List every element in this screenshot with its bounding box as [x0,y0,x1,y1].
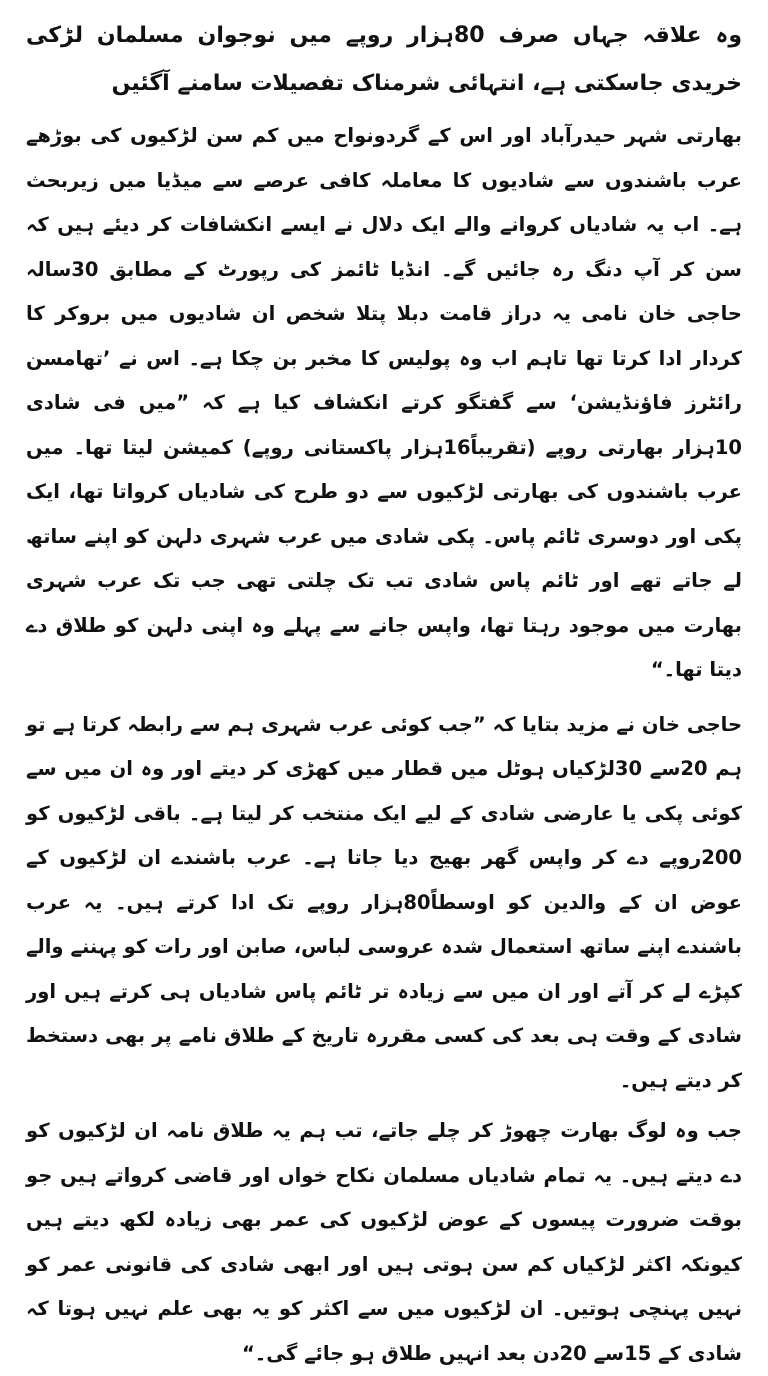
article-paragraph-3: جب وہ لوگ بھارت چھوڑ کر چلے جاتے، تب ہم یہ طلاق نامہ ان لڑکیوں کو دے دیتے ہیں۔ یہ تمام شادیاں مسلمان نکاح خواں اور قاضی کرواتے ہیں جو بوقت ضرورت پیسوں کے عوض لڑکیوں کی عمر بھی زیادہ لکھ دیتے ہیں کیونکہ اکثر لڑکیاں کم سن ہوتی ہیں اور ابھی شادی کی قانونی عمر کو نہیں پہنچی ہوتیں۔ ان لڑکیوں میں سے اکثر کو یہ بھی علم نہیں ہوتا کہ شادی کے 15سے 20دن بعد انہیں طلاق ہو جائے گی۔“ [26,1119,742,1365]
article-paragraph-2: حاجی خان نے مزید بتایا کہ ”جب کوئی عرب شہری ہم سے رابطہ کرتا ہے تو ہم 20سے 30لڑکیاں ہوٹل میں قطار میں کھڑی کر دیتے اور وہ ان میں سے کوئی پکی یا عارضی شادی کے لیے ایک منتخب کر لیتا ہے۔ باقی لڑکیوں کو 200روپے دے کر واپس گھر بھیج دیا جاتا ہے۔ عرب باشندے ان لڑکیوں کے عوض ان کے والدین کو اوسطاً80ہزار روپے تک ادا کرتے ہیں۔ یہ عرب باشندے اپنے ساتھ استعمال شدہ عروسی لباس، صابن اور رات کو پہننے والے کپڑے لے کر آتے اور ان میں سے زیادہ تر ٹائم پاس شادیاں ہی کرتے ہیں اور شادی کے وقت ہی بعد کی کسی مقررہ تاریخ کے طلاق نامے پر بھی دستخط کر دیتے ہیں۔ [26,712,742,1092]
article-headline: وہ علاقہ جہاں صرف 80ہزار روپے میں نوجوان مسلمان لڑکی خریدی جاسکتی ہے، انتہائی شرمناک تفصیلات سامنے آگئیں [26,23,743,96]
article-paragraph-1: بھارتی شہر حیدرآباد اور اس کے گردونواح میں کم سن لڑکیوں کی بوڑھے عرب باشندوں سے شادیوں کا معاملہ کافی عرصے سے میڈیا میں زیربحث ہے۔ اب یہ شادیاں کروانے والے ایک دلال نے ایسے انکشافات کر دیئے ہیں کہ سن کر آپ دنگ رہ جائیں گے۔ انڈیا ٹائمز کی رپورٹ کے مطابق 30سالہ حاجی خان نامی یہ دراز قامت دبلا پتلا شخص ان شادیوں میں بروکر کا کردار ادا کرتا تھا تاہم اب وہ پولیس کا مخبر بن چکا ہے۔ اس نے ’تھامسن رائٹرز فاﺅنڈیشن‘ سے گفتگو کرتے انکشاف کیا ہے کہ ”میں فی شادی 10ہزار بھارتی روپے (تقریباً16ہزار پاکستانی روپے) کمیشن لیتا تھا۔ میں عرب باشندوں کی بھارتی لڑکیوں سے دو طرح کی شادیاں کرواتا تھا، ایک پکی اور دوسری ٹائم پاس۔ پکی شادی میں عرب شہری دلہن کو اپنے ساتھ لے جاتے تھے اور ٹائم پاس شادی تب تک چلتی تھی جب تک عرب شہری بھارت میں موجود رہتا تھا، واپس جانے سے پہلے وہ اپنی دلہن کو طلاق دے دیتا تھا۔“ [26,124,742,681]
